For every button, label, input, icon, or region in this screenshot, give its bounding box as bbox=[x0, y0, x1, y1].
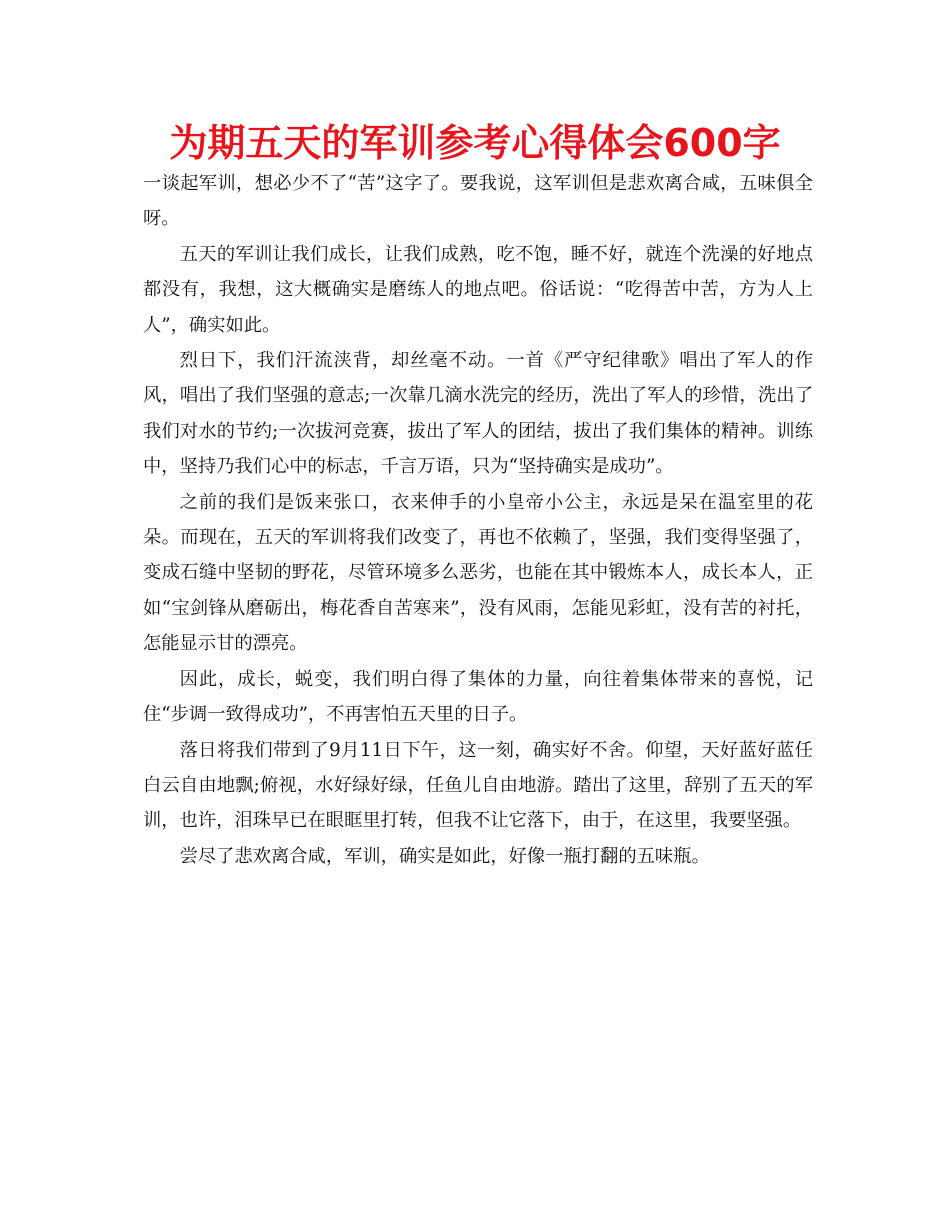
paragraph-2: 五天的军训让我们成长，让我们成熟，吃不饱，睡不好，就连个洗澡的好地点都没有，我想，这大概确实是磨练人的地点吧。俗话说：“吃得苦中苦，方为人上人”，确实如此。 bbox=[143, 243, 813, 336]
paragraph-5: 因此，成长，蜕变，我们明白得了集体的力量，向往着集体带来的喜悦，记住“步调一致得成功”，不再害怕五天里的日子。 bbox=[143, 668, 813, 726]
document-title: 为期五天的军训参考心得体会600字 bbox=[169, 121, 781, 165]
paragraph-4: 之前的我们是饭来张口，衣来伸手的小皇帝小公主，永远是呆在温室里的花朵。而现在，五天的军训将我们改变了，再也不依赖了，坚强，我们变得坚强了，变成石缝中坚韧的野花，尽管环境多么恶劣，也能在其中锻炼本人，成长本人，正如“宝剑锋从磨砺出，梅花香自苦寒来”，没有风雨，怎能见彩虹，没有苦的衬托，怎能显示甘的漂亮。 bbox=[143, 491, 813, 655]
paragraph-1: 一谈起军训，想必少不了“苦”这字了。要我说，这军训但是悲欢离合咸，五味俱全呀。 bbox=[143, 173, 813, 230]
paragraph-6: 落日将我们带到了9月11日下午，这一刻，确实好不舍。仰望，天好蓝好蓝任白云自由地飘;俯视，水好绿好绿，任鱼儿自由地游。踏出了这里，辞别了五天的军训，也许，泪珠早已在眼眶里打转，但我不让它落下，由于，在这里，我要坚强。 bbox=[143, 739, 813, 832]
paragraph-7: 尝尽了悲欢离合咸，军训，确实是如此，好像一瓶打翻的五味瓶。 bbox=[179, 845, 710, 867]
paragraph-3: 烈日下，我们汗流浃背，却丝毫不动。一首《严守纪律歌》唱出了军人的作风，唱出了我们坚强的意志;一次靠几滴水洗完的经历，洗出了军人的珍惜，洗出了我们对水的节约;一次拔河竞赛，拔出了军人的团结，拔出了我们集体的精神。训练中，坚持乃我们心中的标志，千言万语，只为“坚持确实是成功”。 bbox=[143, 350, 813, 478]
document-body bbox=[143, 166, 813, 874]
